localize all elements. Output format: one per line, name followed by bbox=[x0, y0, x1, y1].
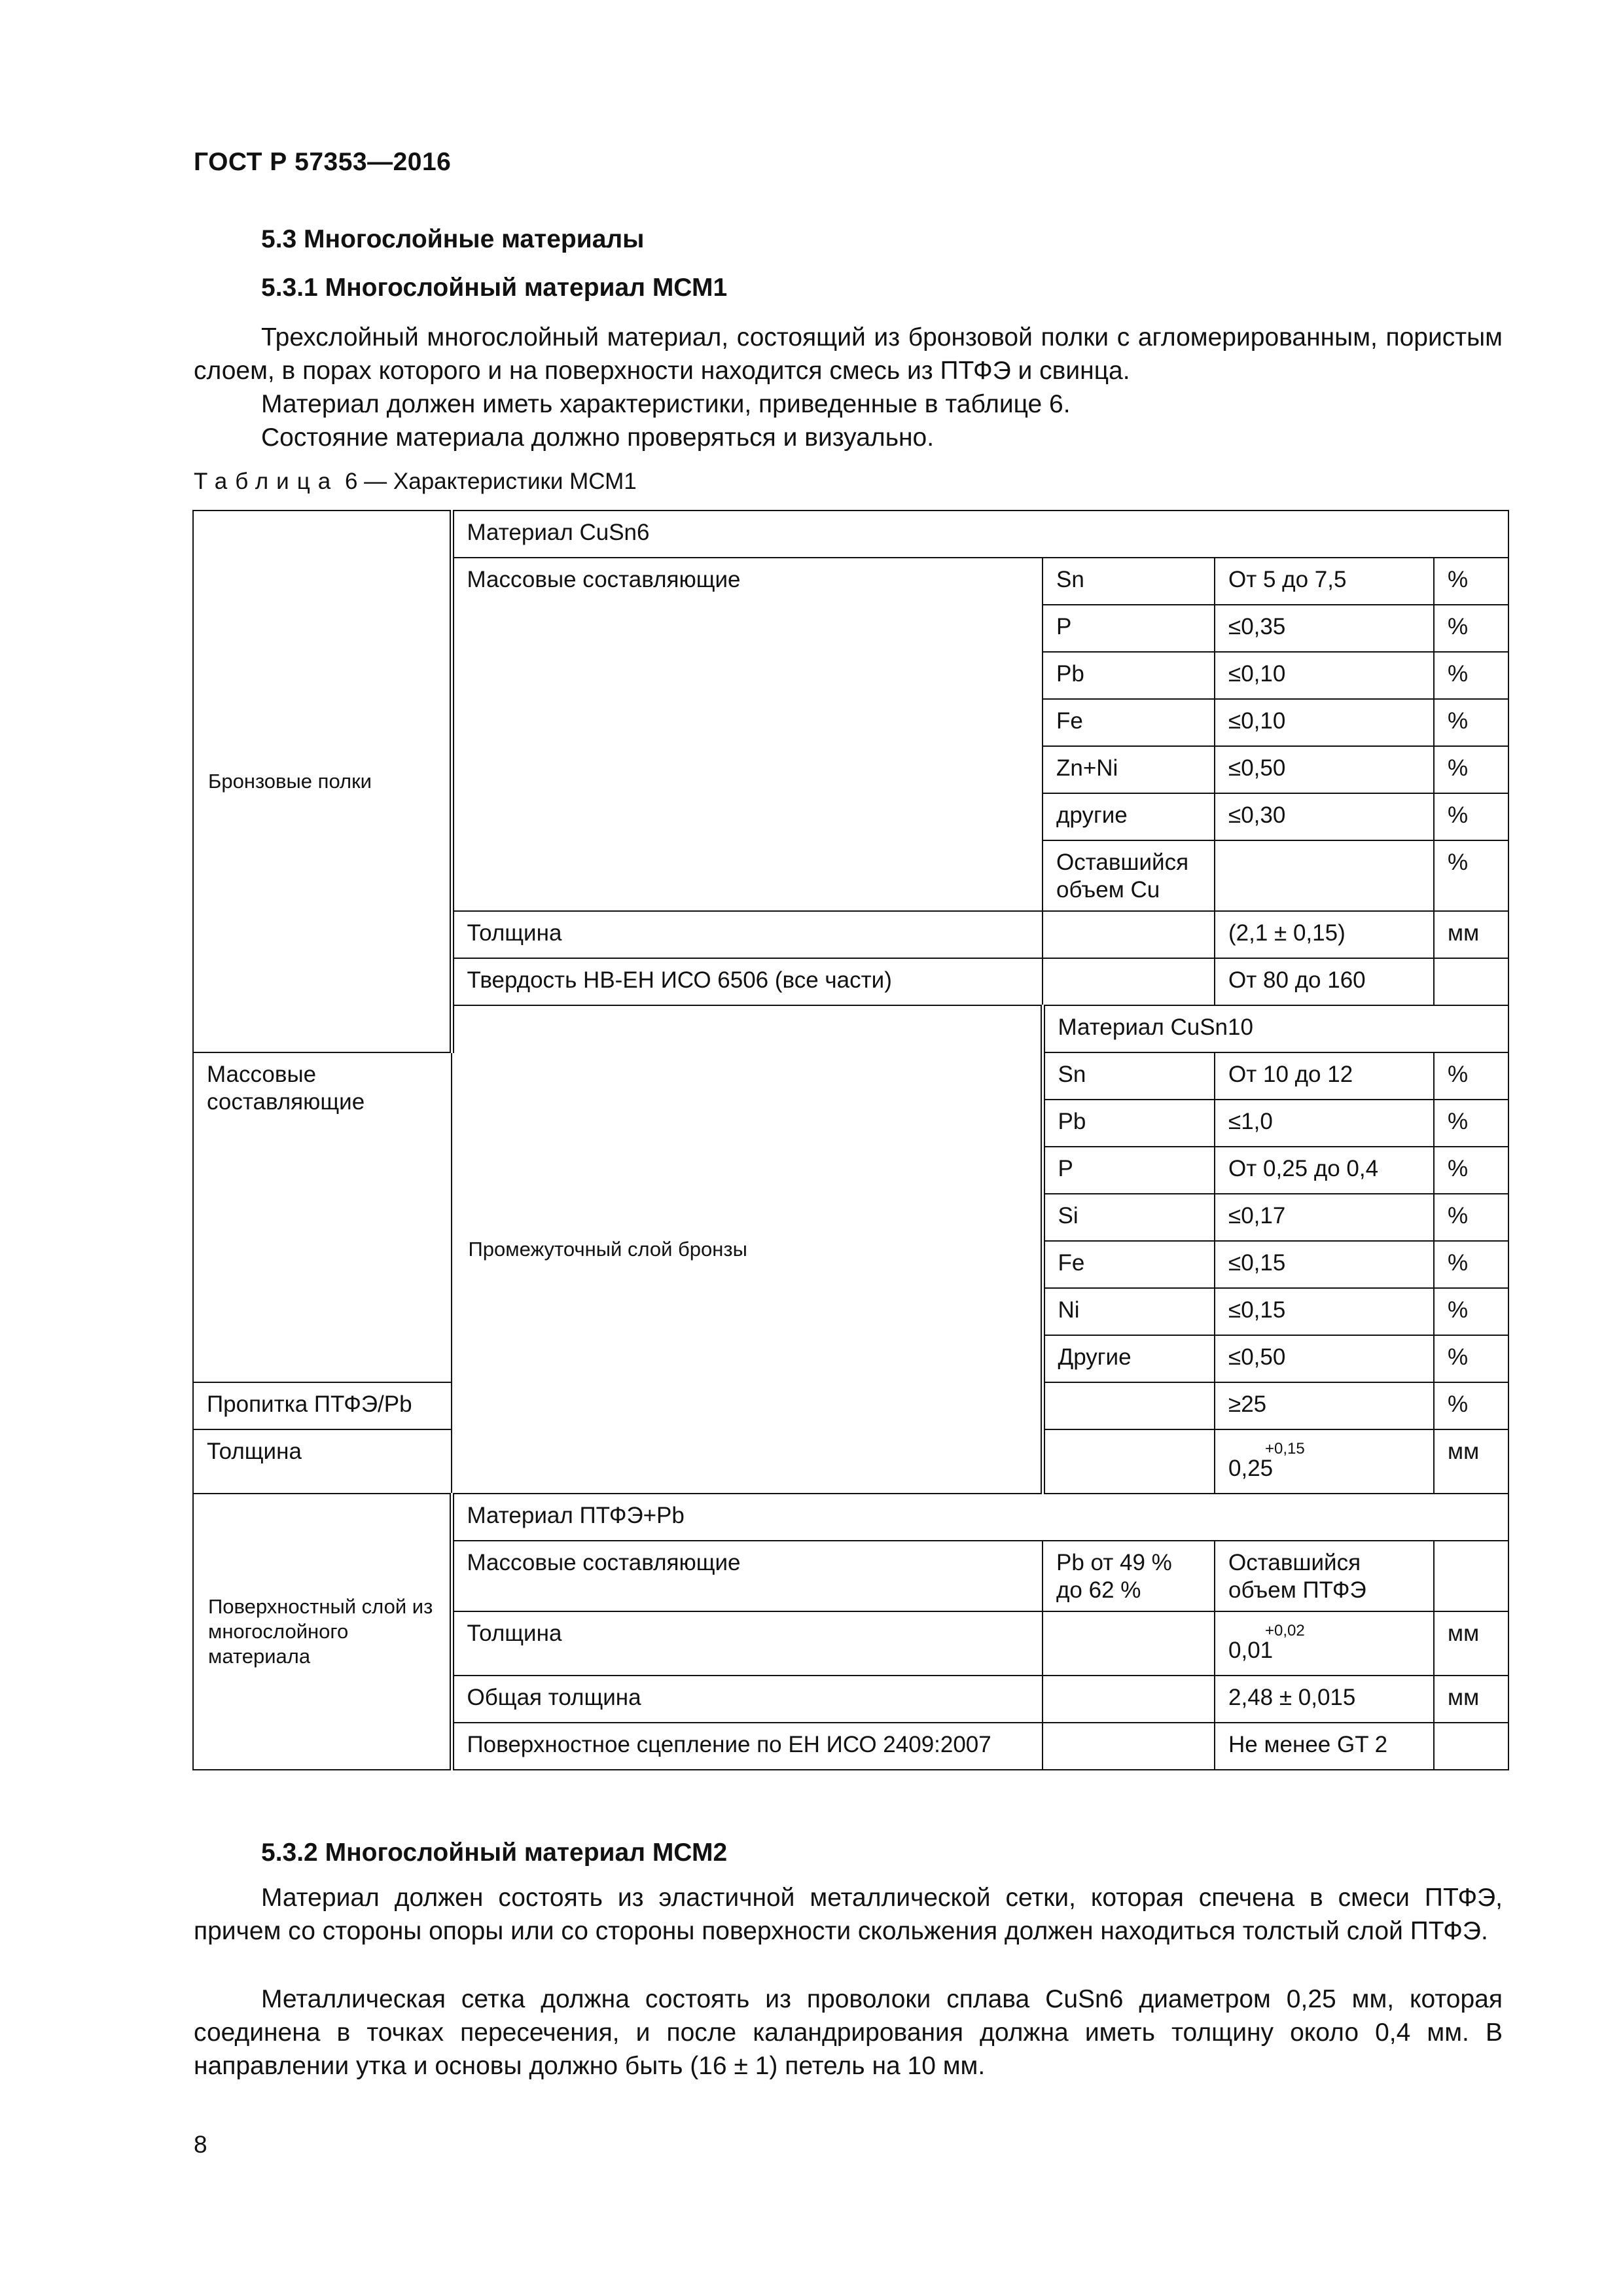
impregnation-value: ≥25 bbox=[1215, 1382, 1434, 1429]
value-cell: ≤0,10 bbox=[1215, 652, 1434, 699]
unit-cell: % bbox=[1434, 1241, 1508, 1288]
thickness-label: Толщина bbox=[452, 1611, 1043, 1676]
unit-cell: % bbox=[1434, 1194, 1508, 1241]
section-5-3-1-heading: 5.3.1 Многослойный материал МСМ1 bbox=[261, 274, 728, 302]
table-row bbox=[193, 511, 1508, 558]
unit-cell: % bbox=[1434, 1147, 1508, 1194]
thickness-label: Толщина bbox=[193, 1429, 452, 1494]
group-label-intermediate-layer: Промежуточный слой бронзы bbox=[452, 1005, 1043, 1494]
unit-cell: % bbox=[1434, 699, 1508, 746]
mass-components-label: Массовые составляющие bbox=[452, 558, 1043, 911]
paragraph-4-text: Материал должен состоять из эластичной металлической сетки, которая спечена в смеси ПТФЭ, причем со стороны опоры или со стороны поверхности скольжения должен находиться толстый слой ПТФЭ. bbox=[194, 1884, 1503, 1945]
paragraph-1-text: Трехслойный многослойный материал, состоящий из бронзовой полки с агломерированным, пористым слоем, в порах которого и на поверхности находится смесь из ПТФЭ и свинца. bbox=[194, 323, 1503, 385]
value-cell: ≤0,15 bbox=[1215, 1241, 1434, 1288]
paragraph-4 bbox=[194, 1881, 1503, 1948]
group-label-surface-layer: Поверхностный слой из многослойного материала bbox=[193, 1494, 452, 1770]
paragraph-2-text: Материал должен иметь характеристики, приведенные в таблице 6. bbox=[261, 390, 1071, 418]
paragraph-3 bbox=[194, 421, 1503, 454]
empty-cell bbox=[1434, 958, 1508, 1005]
material-ptfe-pb: Материал ПТФЭ+Pb bbox=[452, 1494, 1508, 1541]
value-cell: ≤1,0 bbox=[1215, 1100, 1434, 1147]
thickness-tolerance-cell bbox=[1215, 1429, 1434, 1494]
element-cell: Sn bbox=[1043, 1052, 1215, 1100]
thickness-value: (2,1 ± 0,15) bbox=[1215, 911, 1434, 958]
table-row bbox=[193, 1494, 1508, 1541]
element-cell: Другие bbox=[1043, 1335, 1215, 1382]
mass-components-label: Массовые составляющие bbox=[452, 1541, 1043, 1611]
value-cell: От 5 до 7,5 bbox=[1215, 558, 1434, 605]
empty-cell bbox=[1043, 1723, 1215, 1770]
element-cell: Pb от 49 % до 62 % bbox=[1043, 1541, 1215, 1611]
table-caption bbox=[194, 469, 637, 495]
material-cusn10: Материал CuSn10 bbox=[1043, 1005, 1508, 1052]
element-cell: Pb bbox=[1043, 1100, 1215, 1147]
mass-components-label: Массовые составляющие bbox=[193, 1052, 452, 1382]
element-cell: Fe bbox=[1043, 1241, 1215, 1288]
empty-cell bbox=[1043, 911, 1215, 958]
element-cell: Si bbox=[1043, 1194, 1215, 1241]
page-number: 8 bbox=[194, 2131, 207, 2158]
value-cell: ≤0,10 bbox=[1215, 699, 1434, 746]
thickness-unit: мм bbox=[1434, 1429, 1508, 1494]
adhesion-value: Не менее GT 2 bbox=[1215, 1723, 1434, 1770]
unit-cell: % bbox=[1434, 652, 1508, 699]
element-cell: Оставшийся объем Cu bbox=[1043, 840, 1215, 911]
paragraph-5 bbox=[194, 1982, 1503, 2083]
unit-cell: % bbox=[1434, 1288, 1508, 1335]
characteristics-table bbox=[192, 510, 1509, 1770]
value-cell: ≤0,30 bbox=[1215, 793, 1434, 840]
element-cell: P bbox=[1043, 605, 1215, 652]
empty-cell bbox=[1434, 1541, 1508, 1611]
unit-cell: % bbox=[1434, 1052, 1508, 1100]
value-cell: От 10 до 12 bbox=[1215, 1052, 1434, 1100]
element-cell: Sn bbox=[1043, 558, 1215, 605]
material-cusn6: Материал CuSn6 bbox=[452, 511, 1508, 558]
empty-cell bbox=[1043, 1676, 1215, 1723]
unit-cell: % bbox=[1434, 1100, 1508, 1147]
value-cell: ≤0,17 bbox=[1215, 1194, 1434, 1241]
empty-cell bbox=[1043, 1611, 1215, 1676]
value-cell: Оставшийся объем ПТФЭ bbox=[1215, 1541, 1434, 1611]
element-cell: другие bbox=[1043, 793, 1215, 840]
unit-cell: % bbox=[1434, 1335, 1508, 1382]
total-thickness-label: Общая толщина bbox=[452, 1676, 1043, 1723]
paragraph-5-text: Металлическая сетка должна состоять из проволоки сплава CuSn6 диаметром 0,25 мм, которая соединена в точках пересечения, и после каландрирования должна иметь толщину около 0,4 мм. В направлении утка и основы должно быть (16 ± 1) петель на 10 мм. bbox=[194, 1985, 1503, 2080]
thickness-unit: мм bbox=[1434, 1611, 1508, 1676]
empty-cell bbox=[1043, 1429, 1215, 1494]
section-5-3-heading: 5.3 Многослойные материалы bbox=[261, 225, 645, 253]
total-thickness-value: 2,48 ± 0,015 bbox=[1215, 1676, 1434, 1723]
adhesion-label: Поверхностное сцепление по ЕН ИСО 2409:2007 bbox=[452, 1723, 1043, 1770]
table-caption-text: 6 — Характеристики МСМ1 bbox=[344, 469, 637, 494]
thickness-nominal: 0,01 bbox=[1228, 1638, 1274, 1663]
thickness-upper-tolerance: +0,15 bbox=[1265, 1440, 1305, 1458]
value-cell: ≤0,50 bbox=[1215, 746, 1434, 793]
thickness-upper-tolerance: +0,02 bbox=[1265, 1622, 1305, 1640]
paragraph-2 bbox=[194, 387, 1503, 421]
value-cell: ≤0,15 bbox=[1215, 1288, 1434, 1335]
standard-header: ГОСТ Р 57353—2016 bbox=[194, 148, 452, 176]
empty-cell bbox=[1043, 1382, 1215, 1429]
element-cell: Zn+Ni bbox=[1043, 746, 1215, 793]
group-label-bronze-backing: Бронзовые полки bbox=[193, 511, 452, 1052]
paragraph-3-text: Состояние материала должно проверяться и визуально. bbox=[261, 423, 935, 452]
element-cell: Fe bbox=[1043, 699, 1215, 746]
impregnation-label: Пропитка ПТФЭ/Pb bbox=[193, 1382, 452, 1429]
thickness-nominal: 0,25 bbox=[1228, 1456, 1274, 1481]
total-thickness-unit: мм bbox=[1434, 1676, 1508, 1723]
unit-cell: % bbox=[1434, 793, 1508, 840]
element-cell: Ni bbox=[1043, 1288, 1215, 1335]
unit-cell: % bbox=[1434, 746, 1508, 793]
value-cell: ≤0,35 bbox=[1215, 605, 1434, 652]
hardness-value: От 80 до 160 bbox=[1215, 958, 1434, 1005]
value-cell bbox=[1215, 840, 1434, 911]
empty-cell bbox=[1434, 1723, 1508, 1770]
section-5-3-2-heading: 5.3.2 Многослойный материал МСМ2 bbox=[261, 1839, 728, 1867]
value-cell: От 0,25 до 0,4 bbox=[1215, 1147, 1434, 1194]
unit-cell: % bbox=[1434, 605, 1508, 652]
thickness-label: Толщина bbox=[452, 911, 1043, 958]
hardness-label: Твердость НВ-ЕН ИСО 6506 (все части) bbox=[452, 958, 1043, 1005]
thickness-unit: мм bbox=[1434, 911, 1508, 958]
element-cell: P bbox=[1043, 1147, 1215, 1194]
table-caption-word: Таблица bbox=[194, 469, 339, 494]
unit-cell: % bbox=[1434, 840, 1508, 911]
element-cell: Pb bbox=[1043, 652, 1215, 699]
unit-cell: % bbox=[1434, 558, 1508, 605]
thickness-tolerance-cell bbox=[1215, 1611, 1434, 1676]
paragraph-1 bbox=[194, 321, 1503, 387]
value-cell: ≤0,50 bbox=[1215, 1335, 1434, 1382]
empty-cell bbox=[1043, 958, 1215, 1005]
impregnation-unit: % bbox=[1434, 1382, 1508, 1429]
